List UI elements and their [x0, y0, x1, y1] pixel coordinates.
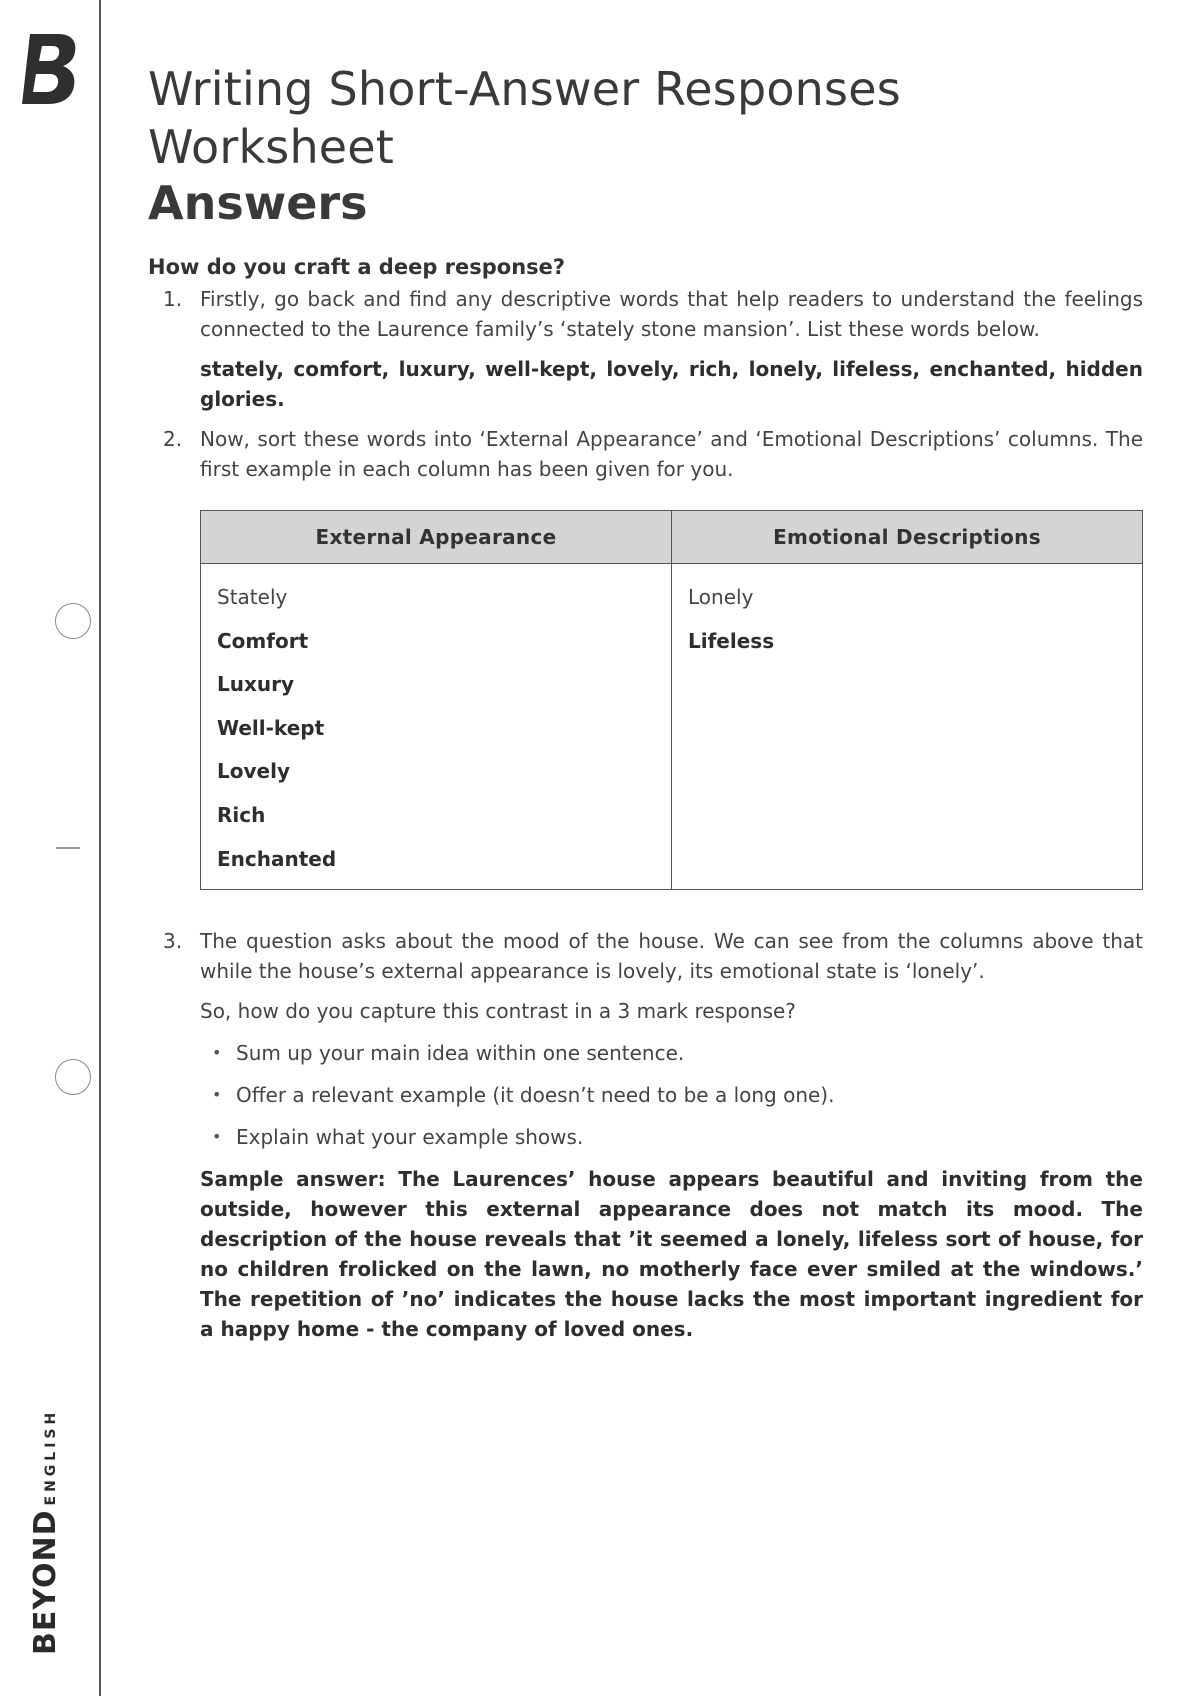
table-cell-item: Luxury [217, 672, 295, 697]
brand-word-english: ENGLISH [43, 1408, 59, 1506]
brand-logo [28, 1409, 63, 1655]
sample-answer: Sample answer: The Laurences’ house appears beautiful and inviting from the outside, however this external appearance does not match its mood. The description of the house reveals that ’it seemed a lonely, lifeless sort of house, for no children frolicked on the lawn, no motherly face ever smiled at the windows.’ The repetition of ’no’ indicates the house lacks the most important ingredient for a happy home - the company of loved ones. [200, 1167, 1143, 1342]
question-text: Firstly, go back and find any descriptive words that help readers to understand the feelings connected to the Laurence family’s ‘stately stone mansion’. List these words below. [200, 287, 1143, 341]
fold-mark [56, 847, 80, 849]
column-header-emotional: Emotional Descriptions [672, 511, 1143, 564]
question-3 [148, 926, 1143, 1344]
tips-list [200, 1032, 1143, 1158]
answer-text: stately, comfort, luxury, well-kept, lovely, rich, lonely, lifeless, enchanted, hidden glories. [200, 357, 1143, 411]
follow-up-text: So, how do you capture this contrast in a 3 mark response? [200, 999, 796, 1024]
table-cell-item: Well-kept [217, 715, 325, 740]
worksheet-content [148, 60, 1143, 1344]
question-text: The question asks about the mood of the house. We can see from the columns above that while the house’s external appearance is lovely, its emotional state is ‘lonely’. [200, 929, 1143, 984]
question-number: 1. [163, 287, 183, 311]
punch-hole [55, 1059, 91, 1095]
table-cell-item: Enchanted [217, 846, 337, 871]
page-subtitle: Answers [148, 176, 368, 230]
question-number: 3. [163, 929, 183, 954]
list-item: • Explain what your example shows. [210, 1116, 1143, 1158]
sorting-table [200, 510, 1143, 890]
beyond-logo-icon [22, 30, 80, 108]
table-cell-item: Stately [217, 585, 288, 609]
question-text: Now, sort these words into ‘External Appearance’ and ‘Emotional Descriptions’ columns. The first example in each column has been given for you. [200, 427, 1143, 481]
table-cell-item: Comfort [217, 628, 309, 653]
question-2 [148, 424, 1143, 484]
question-number: 2. [163, 427, 183, 451]
table-cell-item: Lifeless [688, 628, 775, 653]
table-cell-item: Rich [217, 802, 266, 827]
table-cell-item: Lonely [688, 585, 754, 609]
margin-line [99, 0, 101, 1696]
list-item: • Sum up your main idea within one sentence. [210, 1032, 1143, 1074]
section-heading: How do you craft a deep response? [148, 255, 566, 279]
column-header-external: External Appearance [201, 511, 672, 564]
brand-word-beyond: BEYOND [28, 1509, 63, 1655]
emotional-column [672, 564, 1143, 890]
external-column [201, 564, 672, 890]
question-1 [148, 284, 1143, 414]
punch-hole [55, 603, 91, 639]
list-item: • Offer a relevant example (it doesn’t need to be a long one). [210, 1074, 1143, 1116]
table-cell-item: Lovely [217, 759, 290, 784]
page-title: Writing Short-Answer Responses Worksheet [148, 62, 901, 174]
